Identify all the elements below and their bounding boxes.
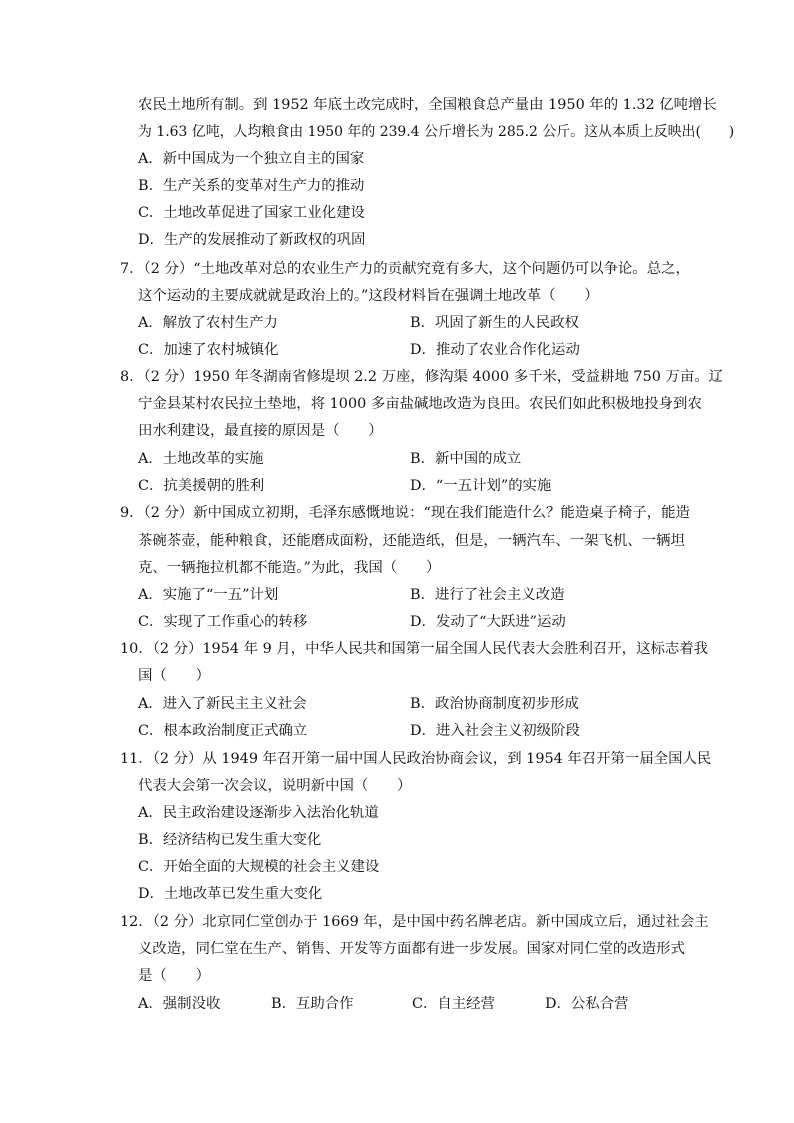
q8-stem-line-1: 8．（2 分）1950 年冬湖南省修堤坝 2.2 万座，修沟渠 4000 多千米，受益耕地 750 万亩。辽 xyxy=(120,369,724,385)
q6-stem-line-2: 为 1.63 亿吨，人均粮食由 1950 年的 239.4 公斤增长为 285.2 公斤。这从本质上反映出( ) xyxy=(138,124,735,140)
q12-option-b: B．互助合作 xyxy=(271,996,354,1012)
q9-stem-line-1: 9．（2 分）新中国成立初期，毛泽东感慨地说：“现在我们能造什么？能造桌子椅子，能造 xyxy=(120,505,690,521)
q7-stem-line-2: 这个运动的主要成就就是政治上的。”这段材料旨在强调土地改革（ ） xyxy=(138,288,599,304)
q12-option-c: C．自主经营 xyxy=(412,996,495,1012)
q11-stem-line-2: 代表大会第一次会议，说明新中国（ ） xyxy=(138,778,412,794)
q9-stem-line-3: 克、一辆拖拉机都不能造。”为此，我国（ ） xyxy=(138,560,441,576)
q8-stem-line-3: 田水利建设，最直接的原因是（ ） xyxy=(138,423,383,439)
q6-stem-line-1: 农民土地所有制。到 1952 年底土改完成时，全国粮食总产量由 1950 年的 1.32 亿吨增长 xyxy=(138,97,717,113)
q10-option-d: D．进入社会主义初级阶段 xyxy=(410,723,580,739)
q12-stem-line-1: 12．（2 分）北京同仁堂创办于 1669 年，是中国中药名牌老店。新中国成立后，通过社会主 xyxy=(120,914,709,930)
q12-option-d: D．公私合营 xyxy=(545,996,629,1012)
q8-option-c: C．抗美援朝的胜利 xyxy=(138,478,265,494)
q7-option-a: A．解放了农村生产力 xyxy=(138,315,278,331)
q11-option-d: D．土地改革已发生重大变化 xyxy=(138,886,323,902)
q9-option-d: D．发动了“大跃进”运动 xyxy=(410,614,566,630)
q12-stem-line-2: 义改造，同仁堂在生产、销售、开发等方面都有进一步发展。国家对同仁堂的改造形式 xyxy=(138,941,685,957)
q12-option-a: A．强制没收 xyxy=(138,996,221,1012)
q10-stem-line-2: 国（ ） xyxy=(138,668,210,684)
q7-option-d: D．推动了农业合作化运动 xyxy=(410,342,580,358)
q6-option-c: C．土地改革促进了国家工业化建设 xyxy=(138,205,365,221)
q11-option-c: C．开始全面的大规模的社会主义建设 xyxy=(138,859,380,875)
q9-option-c: C．实现了工作重心的转移 xyxy=(138,614,308,630)
q9-stem-line-2: 茶碗茶壶，能种粮食，还能磨成面粉，还能造纸，但是，一辆汽车、一架飞机、一辆坦 xyxy=(138,533,685,549)
q6-option-b: B．生产关系的变革对生产力的推动 xyxy=(138,178,365,194)
q8-option-a: A．土地改革的实施 xyxy=(138,451,264,467)
q11-stem-line-1: 11．（2 分）从 1949 年召开第一届中国人民政治协商会议，到 1954 年召开第一届全国人民 xyxy=(120,751,712,767)
q12-stem-line-3: 是（ ） xyxy=(138,968,210,984)
q8-option-b: B．新中国的成立 xyxy=(410,451,522,467)
q10-option-a: A．进入了新民主主义社会 xyxy=(138,696,307,712)
q9-option-b: B．进行了社会主义改造 xyxy=(410,587,565,603)
q11-option-a: A．民主政治建设逐渐步入法治化轨道 xyxy=(138,805,379,821)
q9-option-a: A．实施了“一五”计划 xyxy=(138,587,279,603)
q6-option-a: A．新中国成为一个独立自主的国家 xyxy=(138,151,365,167)
q10-stem-line-1: 10．（2 分）1954 年 9 月，中华人民共和国第一届全国人民代表大会胜利召开，这标志着我 xyxy=(120,641,709,657)
q6-option-d: D．生产的发展推动了新政权的巩固 xyxy=(138,232,366,248)
q8-option-d: D．“一五计划”的实施 xyxy=(410,478,552,494)
q7-stem-line-1: 7．（2 分）“土地改革对总的农业生产力的贡献究竟有多大，这个问题仍可以争论。总之， xyxy=(120,261,690,277)
q10-option-c: C．根本政治制度正式确立 xyxy=(138,723,308,739)
q11-option-b: B．经济结构已发生重大变化 xyxy=(138,832,322,848)
q7-option-c: C．加速了农村城镇化 xyxy=(138,342,279,358)
q10-option-b: B．政治协商制度初步形成 xyxy=(410,696,579,712)
q7-option-b: B．巩固了新生的人民政权 xyxy=(410,315,579,331)
q8-stem-line-2: 宁金县某村农民拉土垫地，将 1000 多亩盐碱地改造为良田。农民们如此积极地投身到农 xyxy=(138,396,702,412)
